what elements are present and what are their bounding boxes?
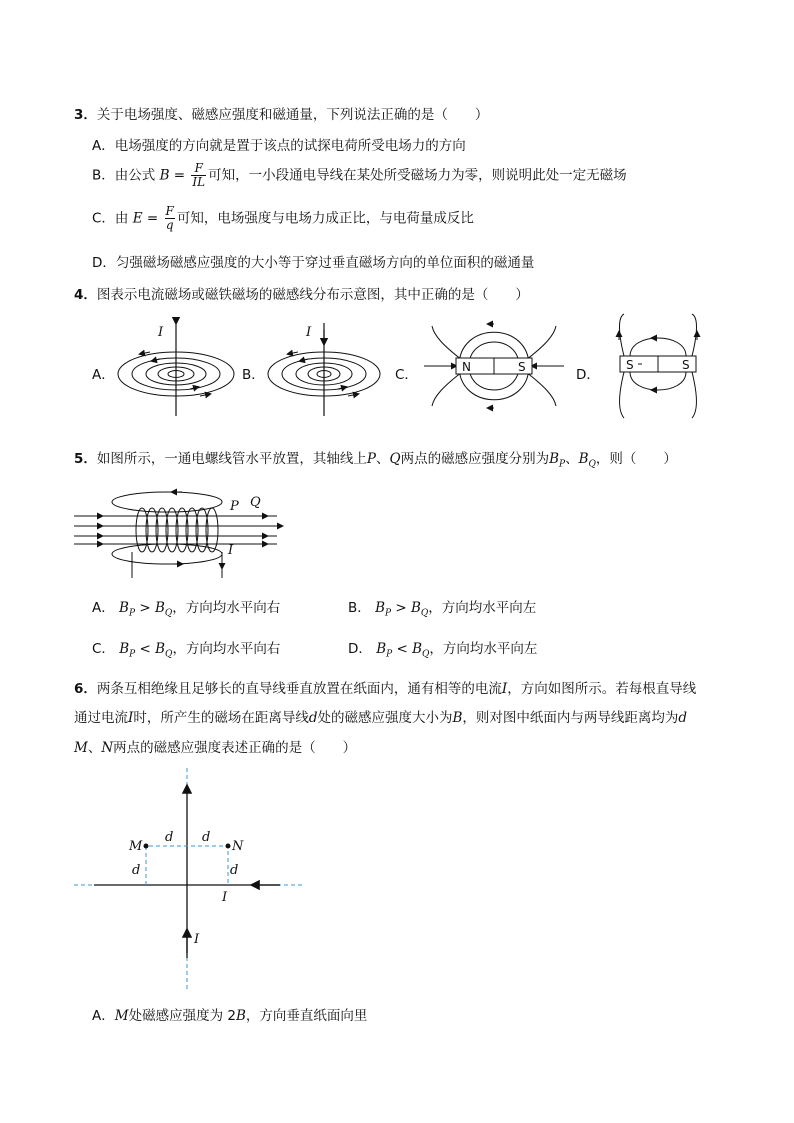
q5-opt-c-bq-sub: Q	[165, 649, 173, 660]
q5-opt-d-bp: B	[376, 641, 387, 657]
q3-option-a: A．电场强度的方向就是置于该点的试探电荷所受电场力的方向	[92, 138, 466, 154]
q3-option-b-suffix: 可知，一小段通电导线在某处所受磁场力为零，则说明此处一定无磁场	[208, 167, 627, 184]
q5-stem-bq: B	[578, 451, 589, 467]
q5-opt-b-label: B．	[348, 600, 371, 616]
q5-opt-b-bq-sub: Q	[420, 608, 429, 619]
q3-number: 3．	[74, 107, 97, 123]
q5-stem-bp: B	[549, 451, 559, 467]
q5-opt-c-bp-sub: P	[129, 649, 136, 660]
q5-option-d	[348, 637, 537, 660]
q5-opt-d-bq: B	[412, 641, 423, 657]
q5-stem: 5．如图所示，一通电螺线管水平放置，其轴线上P、Q两点的磁感应强度分别为$B_P$、$B_Q$，则（ ）	[74, 451, 677, 470]
q5-option-a	[92, 596, 280, 619]
q3-option-c-suffix: 可知，电场强度与电场力成正比，与电荷量成反比	[176, 210, 474, 227]
q5-option-c	[92, 637, 280, 660]
q4-figure-c	[424, 316, 564, 416]
q5-opt-d-bq-sub: Q	[422, 649, 430, 660]
q3-option-d: D．匀强磁场磁感应强度的大小等于穿过垂直磁场方向的单位面积的磁通量	[92, 255, 535, 271]
q5-solenoid-figure	[72, 480, 292, 580]
q6-fig-i-horizontal: I	[222, 890, 228, 905]
q6-opt-a-text: 处磁感应强度为 2	[128, 1008, 236, 1024]
q5-opt-a-bq-sub: Q	[164, 608, 173, 619]
q3-option-c: C．由 E = $\frac{F}{q}$ 可知，电场强度与电场力成正比，与电荷量成反比	[92, 204, 474, 232]
q6-line3-n: N	[101, 740, 114, 756]
q6-fig-d-top-right: d	[202, 830, 211, 845]
q3-stem	[74, 103, 488, 123]
q6-line-1	[74, 677, 696, 697]
q3-b-num: F	[191, 162, 206, 176]
q5-fig-q-label: Q	[250, 495, 261, 510]
q4b-current-label: I	[306, 325, 312, 340]
q5-opt-d-text: ，方向均水平向左	[429, 641, 538, 657]
q3-c-num: F	[165, 204, 174, 218]
q6-option-a	[92, 1004, 367, 1024]
q5-opt-a-bp-sub: P	[128, 608, 136, 619]
q5-stem-p: P	[366, 451, 376, 467]
q6-line1-end: ，方向如图所示。若每根直导线	[507, 681, 697, 697]
q5-opt-b-text: ，方向均水平向左	[428, 600, 537, 616]
q6-fig-m: M	[129, 839, 143, 854]
q4a-current-label: I	[158, 325, 164, 340]
q5-number: 5．	[74, 451, 97, 467]
q5-stem-bp-sub: P	[559, 459, 566, 470]
q6-line3-b: 两点的磁感应强度表述正确的是（ ）	[113, 740, 357, 756]
q3-stem-text: 关于电场强度、磁感应强度和磁通量，下列说法正确的是（ ）	[96, 107, 489, 123]
q4d-magnet-right: S	[682, 358, 690, 372]
q6-opt-a-m: M	[114, 1008, 129, 1024]
q5-opt-c-bq: B	[155, 641, 166, 657]
q6-line-2	[74, 706, 687, 726]
q5-opt-b-rel: >	[395, 600, 407, 616]
q5-opt-a-label: A．	[92, 600, 115, 616]
q5-opt-b-bp: B	[375, 600, 385, 616]
q6-fig-d-top-left: d	[165, 830, 174, 845]
q6-line3-sep: 、	[87, 740, 102, 756]
q4-stem-text: 图表示电流磁场或磁铁磁场的磁感线分布示意图，其中正确的是（ ）	[96, 287, 529, 303]
q4c-magnet-right: S	[518, 360, 526, 374]
q3-c-lhs: E	[132, 210, 143, 227]
q3-b-den: IL	[192, 175, 206, 189]
q5-stem-q: Q	[389, 451, 401, 467]
q5-opt-a-rel: >	[139, 600, 151, 616]
q6-line1-i: I	[501, 681, 508, 697]
q6-wires-figure	[74, 768, 304, 990]
q6-line2-c: 处的磁感应强度大小为	[317, 710, 453, 726]
q3-b-fraction	[191, 162, 206, 189]
q5-opt-d-label: D．	[348, 641, 372, 657]
q6-line3-m: M	[74, 740, 88, 756]
q4-label-d: D．	[576, 367, 600, 383]
q5-opt-a-text: ，方向均水平向右	[172, 600, 281, 616]
q6-line2-i: I	[128, 710, 134, 726]
q5-stem-sep: 、	[376, 451, 390, 467]
q4-figure-b	[262, 318, 392, 418]
q3-option-b-prefix: B．由公式	[92, 167, 156, 184]
q3-option-c-prefix: C．由	[92, 210, 129, 227]
q4-number: 4．	[74, 287, 97, 303]
q4-figure-d	[608, 312, 708, 420]
q4-label-a: A．	[92, 367, 115, 383]
q5-stem-mid: 两点的磁感应强度分别为	[400, 451, 550, 467]
q5-opt-c-label: C．	[92, 641, 115, 657]
q6-line2-a: 通过电流	[74, 710, 128, 726]
q4-label-c: C．	[395, 367, 418, 383]
q3-c-den: q	[165, 218, 174, 232]
q5-fig-i-label: I	[228, 543, 234, 558]
q6-line2-d2: d	[678, 710, 688, 726]
q6-opt-a-end: ，方向垂直纸面向里	[245, 1008, 368, 1024]
q5-opt-c-bp: B	[119, 641, 130, 657]
q6-line2-b: 时，所产生的磁场在距离导线	[133, 710, 309, 726]
q4-figure-a	[110, 318, 240, 418]
q5-stem-end: ，则（ ）	[595, 451, 677, 467]
q3-c-fraction	[165, 205, 175, 232]
q6-line2-d: d	[308, 710, 318, 726]
q6-fig-d-left: d	[132, 863, 141, 878]
q5-opt-c-rel: <	[139, 641, 151, 657]
q6-fig-i-vertical: I	[194, 932, 200, 947]
q5-opt-d-bp-sub: P	[386, 649, 393, 660]
q3-option-b: B．由公式 B = $\frac{F}{IL}$ 可知，一小段通电导线在某处所受磁场力为零，则说明此处一定无磁场	[92, 161, 627, 189]
q6-opt-a-b: B	[235, 1008, 246, 1024]
q5-opt-a-bp: B	[119, 600, 129, 616]
q6-line2-bvar: B	[452, 710, 463, 726]
q6-opt-a-label: A．	[92, 1008, 115, 1024]
q4c-magnet-left: N	[462, 360, 471, 374]
q6-number: 6．	[74, 681, 97, 697]
q5-stem-pre: 如图所示，一通电螺线管水平放置，其轴线上	[96, 451, 367, 467]
q5-option-b	[348, 596, 536, 619]
q5-opt-d-rel: <	[396, 641, 408, 657]
q6-line-3	[74, 736, 356, 756]
q5-opt-c-text: ，方向均水平向右	[172, 641, 281, 657]
q5-opt-a-bq: B	[154, 600, 165, 616]
q6-line1-text: 两条互相绝缘且足够长的直导线垂直放置在纸面内，通有相等的电流	[96, 681, 502, 697]
q4d-magnet-left: S	[626, 358, 634, 372]
q5-opt-b-bq: B	[410, 600, 421, 616]
q4-label-b: B．	[242, 367, 265, 383]
q6-fig-n: N	[232, 839, 244, 854]
q6-line2-e: ，则对图中纸面内与两导线距离均为	[462, 710, 679, 726]
q5-fig-p-label: P	[230, 499, 239, 514]
q6-fig-d-right: d	[230, 863, 239, 878]
q5-opt-b-bp-sub: P	[384, 608, 392, 619]
q3-b-lhs: B	[159, 167, 170, 184]
q4-stem	[74, 283, 529, 303]
q5-stem-bq-sub: Q	[588, 459, 596, 470]
